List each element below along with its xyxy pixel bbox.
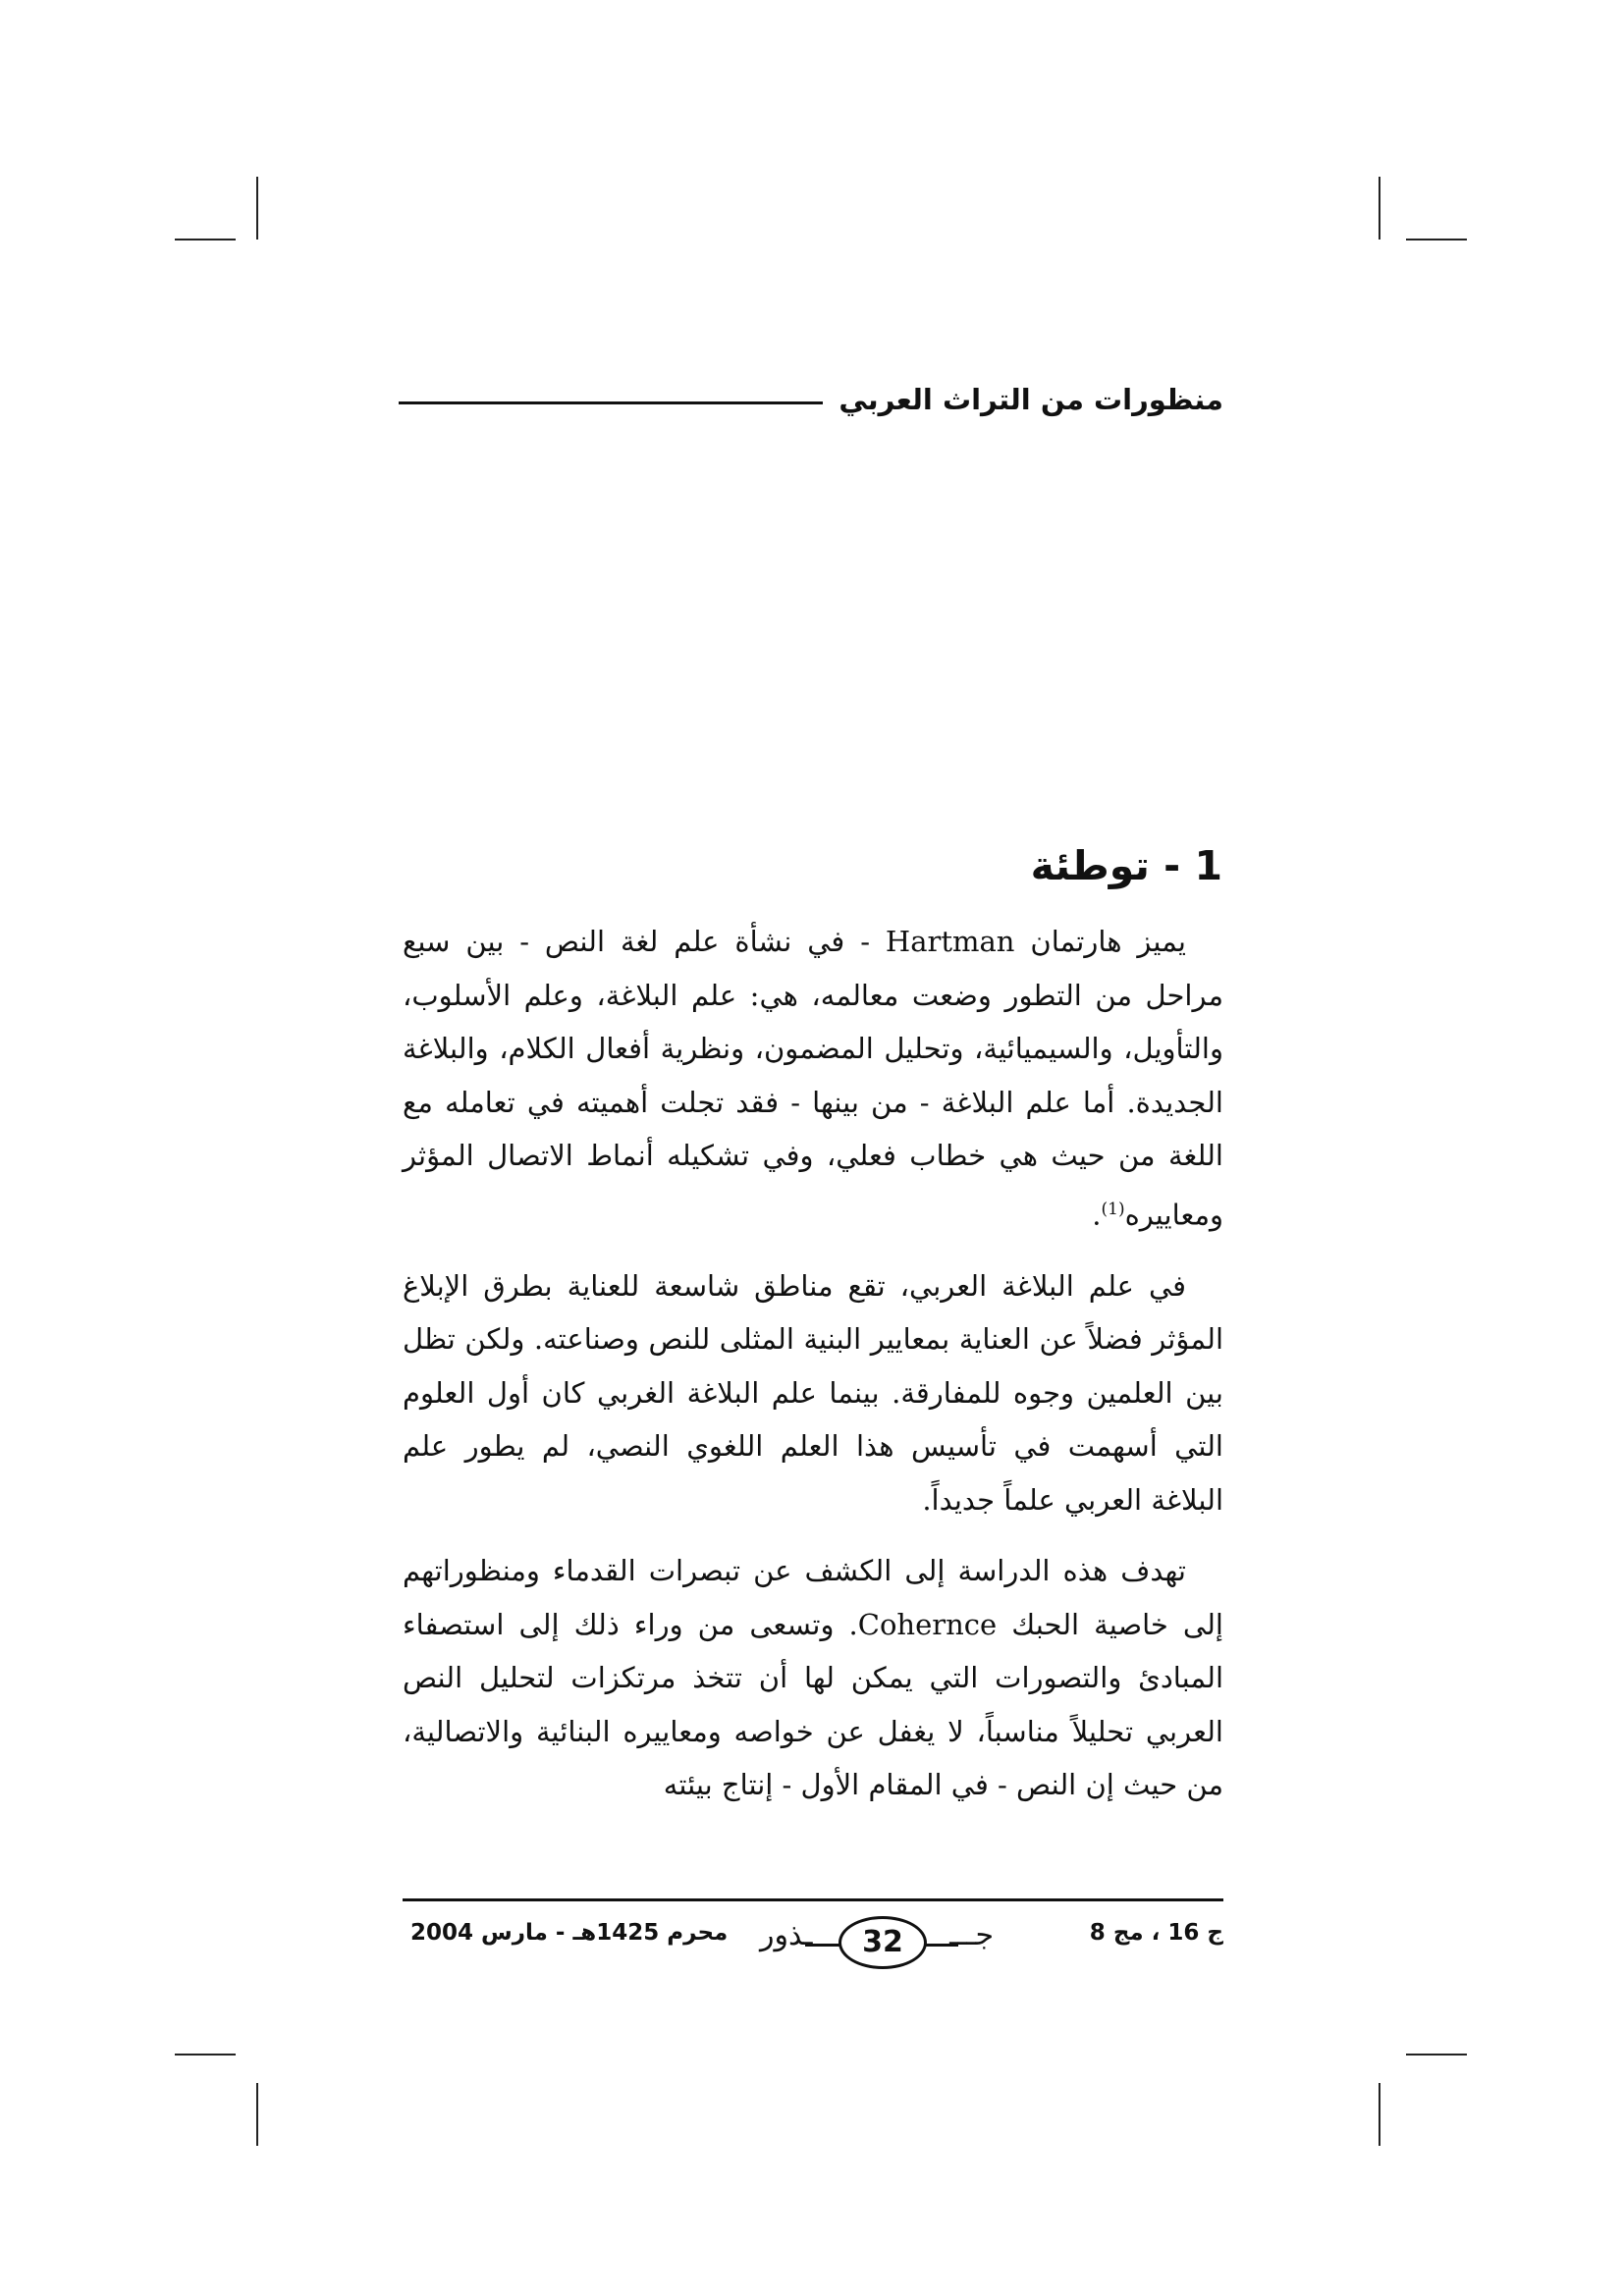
crop-mark — [256, 177, 258, 240]
crop-mark — [175, 239, 236, 240]
page-footer — [403, 1910, 1223, 1973]
crop-mark — [256, 2083, 258, 2146]
journal-name-end: ـذور — [760, 1918, 813, 1952]
running-header — [399, 375, 1223, 424]
paragraph-text: في علم البلاغة العربي، تقع مناطق شاسعة للعناية بطرق الإبلاغ المؤثر فضلاً عن العناية بمعايير البنية المثلى للنص وصناعته. ولكن تظل بين العلمين وجوه للمفارقة. بينما علم البلاغة الغربي كان أول العلوم التي أسهمت في تأسيس هذا العلم اللغوي النصي، لم يطور علم البلاغة العربي علماً جديداً. — [403, 1268, 1223, 1517]
crop-mark — [1379, 2083, 1380, 2146]
crop-mark — [1406, 239, 1467, 240]
crop-mark — [175, 2054, 236, 2056]
journal-name-start: جـــ — [949, 1918, 994, 1952]
paragraph-text: يميز هارتمان Hartman - في نشأة علم لغة النص - بين سبع مراحل من التطور وضعت معالمه، هي: علم البلاغة، وعلم الأسلوب، والتأويل، والسيميائية، وتحليل المضمون، ونظرية أفعال الكلام، والبلاغة الجديدة. أما علم البلاغة - من بينها - فقد تجلت أهميته في تعامله مع اللغة من حيث هي خطاب فعلي، وفي تشكيله أنماط الاتصال المؤثر ومعاييره — [403, 925, 1223, 1232]
page-number: 32 — [839, 1916, 927, 1969]
crop-mark — [1379, 177, 1380, 240]
footer-rule — [403, 1898, 1223, 1901]
paragraph — [403, 915, 1223, 1242]
journal-logo — [758, 1910, 1009, 1973]
section-heading: 1 - توطئة — [1030, 842, 1222, 889]
issue-date: محرم 1425هـ - مارس 2004 — [410, 1920, 729, 1946]
paragraph — [403, 1544, 1223, 1812]
paragraph-tail: . — [1092, 1198, 1102, 1232]
header-rule — [399, 401, 823, 404]
running-title: منظورات من التراث العربي — [839, 383, 1223, 416]
paragraph-text: تهدف هذه الدراسة إلى الكشف عن تبصرات القدماء ومنظوراتهم إلى خاصية الحبك Cohernce. وتسعى من وراء ذلك إلى استصفاء المبادئ والتصورات التي يمكن لها أن تتخذ مرتكزات لتحليل النص العربي تحليلاً مناسباً، لا يغفل عن خواصه ومعاييره البنائية والاتصالية، من حيث إن النص - في المقام الأول - إنتاج بيئته — [403, 1554, 1223, 1802]
crop-mark — [1406, 2054, 1467, 2056]
paragraph — [403, 1259, 1223, 1527]
body-text — [403, 915, 1223, 1830]
footnote-marker: (1) — [1101, 1199, 1125, 1219]
issue-info: ج 16 ، مج 8 — [1089, 1920, 1223, 1946]
